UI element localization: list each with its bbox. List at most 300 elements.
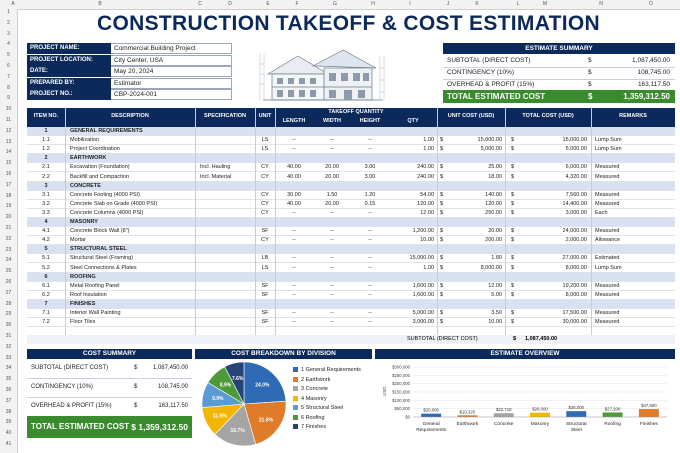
col-remarks[interactable]: REMARKS (619, 113, 647, 119)
cell-item[interactable]: 3 (44, 182, 48, 189)
cell-item[interactable]: 1.1 (42, 137, 50, 144)
cell-item[interactable]: 5.2 (42, 264, 50, 271)
cell-rem[interactable]: Measured (595, 310, 620, 316)
cell-qty[interactable]: 240.00 (417, 164, 434, 171)
project-info-label: DATE: (27, 66, 111, 77)
table-row[interactable] (27, 191, 675, 200)
column-header-J[interactable]: J (446, 1, 450, 7)
category-row[interactable] (27, 154, 675, 163)
row-header-40[interactable]: 40 (5, 430, 12, 437)
pie-slice-label: 8.9% (219, 382, 232, 389)
cell-qty[interactable]: 120.00 (417, 200, 434, 207)
cell-item[interactable]: 4 (44, 219, 48, 225)
cell-desc[interactable]: STRUCTURAL STEEL (70, 246, 127, 253)
cell-wid[interactable]: -- (330, 264, 334, 271)
row-header-15[interactable]: 15 (5, 160, 12, 167)
cell-unit[interactable]: LB (261, 255, 269, 262)
cell-uc[interactable]: 1.80 (491, 255, 502, 262)
cell-item[interactable]: 5 (44, 246, 48, 253)
column-header-F[interactable]: F (295, 1, 299, 7)
table-row[interactable] (27, 227, 675, 236)
cell-wid[interactable]: -- (330, 228, 334, 235)
row-header-30[interactable]: 30 (5, 322, 12, 329)
cell-tc[interactable]: 4,320.00 (565, 173, 587, 180)
row-header-13[interactable]: 13 (5, 138, 12, 145)
cell-unit[interactable]: LS (261, 146, 269, 153)
cell-uc[interactable]: 5.00 (491, 291, 502, 298)
cell-len[interactable]: -- (292, 291, 296, 298)
cell-qty[interactable]: 5,000.00 (412, 310, 434, 316)
category-row[interactable] (27, 273, 675, 282)
cell-rem[interactable]: Lump Sum (595, 264, 622, 271)
cell-qty[interactable]: 3,000.00 (412, 319, 434, 326)
row-header-11[interactable]: 11 (5, 117, 12, 123)
cell-wid[interactable]: -- (330, 310, 334, 316)
row-header-34[interactable]: 34 (5, 365, 12, 372)
column-header-M[interactable]: M (542, 1, 548, 7)
col-length[interactable]: LENGTH (282, 118, 306, 124)
row-header-32[interactable]: 32 (5, 343, 12, 350)
cell-unit[interactable]: SF (261, 310, 269, 316)
cell-tc[interactable]: 6,000.00 (565, 164, 587, 171)
col-takeoff-quantity[interactable]: TAKEOFF QUANTITY (328, 109, 384, 115)
row-header-8[interactable]: 8 (7, 84, 10, 91)
row-header-38[interactable]: 38 (5, 408, 12, 415)
cell-desc[interactable]: Concrete Columns (4000 PSI) (70, 209, 144, 216)
cell-tc[interactable]: 8,000.00 (565, 264, 587, 271)
cell-spec[interactable]: Incl. Hauling (200, 164, 231, 171)
cell-item[interactable]: 7.1 (42, 310, 50, 316)
cell-desc[interactable]: ROOFING (70, 273, 96, 280)
cell-qty[interactable]: 1.00 (423, 146, 434, 153)
column-header-K[interactable]: K (475, 1, 479, 7)
cell-wid[interactable]: -- (330, 137, 334, 144)
cell-dollar: $ (440, 146, 444, 153)
project-info-value[interactable]: CBP-2024-001 (111, 89, 232, 100)
row-header-14[interactable]: 14 (5, 149, 12, 156)
column-header-G[interactable]: G (333, 1, 337, 7)
cell-hgt[interactable]: -- (368, 310, 372, 316)
cell-wid[interactable]: -- (330, 319, 334, 326)
col-unit[interactable]: UNIT (258, 113, 272, 119)
cell-hgt[interactable]: -- (368, 255, 372, 262)
row-header-21[interactable]: 21 (5, 225, 12, 231)
row-header-39[interactable]: 39 (5, 419, 12, 426)
cell-uc[interactable]: 200.00 (485, 237, 502, 244)
category-row[interactable] (27, 245, 675, 254)
row-header-3[interactable]: 3 (7, 30, 10, 37)
row-header-31[interactable]: 31 (5, 333, 12, 339)
table-row[interactable] (27, 309, 675, 318)
column-header-A[interactable]: A (11, 1, 15, 7)
cost-total-label: TOTAL ESTIMATED COST (31, 422, 130, 431)
row-header-12[interactable]: 12 (5, 127, 12, 134)
cell-tc[interactable]: 14,400.00 (562, 200, 587, 207)
cell-desc[interactable]: Interior Wall Painting (70, 310, 121, 316)
cell-unit[interactable]: LS (261, 137, 269, 144)
pie-slice-label: 21.6% (258, 417, 274, 424)
cell-uc[interactable]: 3.50 (491, 310, 502, 316)
legend-label: 4 Masonry (301, 395, 327, 402)
cell-tc[interactable]: 15,000.00 (562, 137, 587, 144)
table-row[interactable] (27, 136, 675, 145)
cell-item[interactable]: 4.1 (42, 228, 50, 235)
cell-qty[interactable]: 54.00 (420, 191, 434, 198)
cell-wid[interactable]: -- (330, 255, 334, 262)
col-specification[interactable]: SPECIFICATION (203, 113, 247, 119)
pie-legend-item (293, 366, 361, 375)
bar[interactable] (530, 413, 550, 417)
bar[interactable] (566, 411, 586, 417)
cell-desc[interactable]: CONCRETE (70, 182, 101, 189)
cell-rem[interactable]: Measured (595, 228, 620, 235)
column-header-C[interactable]: C (198, 1, 202, 7)
column-header-B[interactable]: B (98, 1, 102, 7)
cell-len[interactable]: 40.00 (287, 164, 301, 171)
row-header-7[interactable]: 7 (7, 73, 10, 80)
cell-len[interactable]: -- (292, 137, 296, 144)
cell-uc[interactable]: 5,000.00 (480, 146, 502, 153)
cell-len[interactable]: -- (292, 319, 296, 326)
cell-len[interactable]: -- (292, 228, 296, 235)
cell-desc[interactable]: Floor Tiles (70, 319, 96, 326)
table-row[interactable] (27, 282, 675, 291)
cell-hgt[interactable]: -- (368, 291, 372, 298)
row-header-22[interactable]: 22 (5, 235, 12, 242)
cell-item[interactable]: 3.2 (42, 200, 50, 207)
table-row[interactable] (27, 209, 675, 218)
cell-dollar: $ (440, 264, 444, 271)
cell-item[interactable]: 5.1 (42, 255, 50, 262)
cell-uc[interactable]: 18.00 (488, 173, 502, 180)
cell-uc[interactable]: 8,000.00 (480, 264, 502, 271)
cell-desc[interactable]: Excavation (Foundation) (70, 164, 130, 171)
row-header-36[interactable]: 36 (5, 387, 12, 393)
cell-qty[interactable]: 12.00 (420, 209, 434, 216)
column-header-I[interactable]: I (409, 1, 411, 7)
cell-tc[interactable]: 2,000.00 (565, 237, 587, 244)
cell-rem[interactable]: Lump Sum (595, 137, 622, 144)
cell-qty[interactable]: 15,000.00 (409, 255, 434, 262)
col-width[interactable]: WIDTH (322, 118, 342, 124)
cell-unit[interactable]: SF (261, 291, 269, 298)
cell-tc[interactable]: 19,200.00 (562, 282, 587, 289)
cell-len[interactable]: -- (292, 237, 296, 244)
legend-swatch-icon (293, 405, 298, 410)
project-info-value[interactable]: Commercial Building Project (111, 43, 232, 54)
cost-summary-value: 163,117.50 (158, 403, 188, 409)
cell-unit[interactable]: SF (261, 228, 269, 235)
cell-desc[interactable]: GENERAL REQUIREMENTS (70, 128, 143, 134)
col-height[interactable]: HEIGHT (359, 118, 381, 124)
row-header-33[interactable]: 33 (5, 354, 12, 361)
cell-wid[interactable]: 20.00 (325, 164, 339, 171)
project-info-value[interactable]: City Center, USA (111, 55, 232, 66)
cell-rem[interactable]: Measured (595, 173, 620, 180)
cell-hgt[interactable]: -- (368, 264, 372, 271)
row-header-41[interactable]: 41 (5, 441, 12, 447)
cell-rem[interactable]: Measured (595, 164, 620, 171)
cell-hgt[interactable]: 0.15 (364, 200, 376, 207)
cell-wid[interactable]: -- (330, 282, 334, 289)
cell-rem[interactable]: Measured (595, 291, 620, 298)
cell-tc[interactable]: 27,000.00 (562, 255, 587, 262)
cell-wid[interactable]: -- (330, 237, 334, 244)
cell-dollar: $ (440, 200, 444, 207)
cell-desc[interactable]: FINISHES (70, 300, 96, 307)
cell-item[interactable]: 3.1 (42, 191, 50, 198)
cell-unit[interactable]: CY (261, 164, 269, 171)
bar[interactable] (494, 413, 514, 417)
project-info-value[interactable]: Estimator (111, 78, 232, 89)
subtotal-row (27, 335, 675, 344)
cell-unit[interactable]: CY (261, 200, 269, 207)
cell-item[interactable]: 6 (44, 273, 48, 280)
column-header-N[interactable]: N (599, 1, 603, 7)
cell-dollar: $ (440, 228, 444, 235)
project-info-label: PROJECT LOCATION: (27, 55, 111, 66)
table-row[interactable] (27, 173, 675, 182)
cell-tc[interactable]: 17,500.00 (562, 310, 587, 316)
cell-item[interactable]: 2.2 (42, 173, 50, 180)
cell-desc[interactable]: Roof Insulation (70, 291, 107, 298)
cell-uc[interactable]: 20.00 (488, 228, 502, 235)
cell-hgt[interactable]: -- (368, 209, 372, 216)
cell-uc[interactable]: 15,000.00 (477, 137, 502, 144)
cell-tc[interactable]: 7,560.00 (565, 191, 587, 198)
table-row[interactable] (27, 291, 675, 300)
cell-uc[interactable]: 10.00 (488, 319, 502, 326)
cell-uc[interactable]: 25.00 (488, 164, 502, 171)
cell-rem[interactable]: Measured (595, 200, 620, 207)
col-qty[interactable]: QTY (407, 118, 419, 124)
cell-rem[interactable]: Allowance (595, 237, 621, 244)
row-header-29[interactable]: 29 (5, 311, 12, 318)
cell-item[interactable]: 7.2 (42, 319, 50, 326)
cell-hgt[interactable]: 1.20 (364, 191, 376, 198)
cell-len[interactable]: 40.00 (287, 200, 301, 207)
row-header-6[interactable]: 6 (7, 63, 10, 69)
y-tick-label: $0 (405, 414, 410, 420)
cell-desc[interactable]: MASONRY (70, 219, 98, 225)
row-header-16[interactable]: 16 (5, 171, 12, 177)
col-total-cost[interactable]: TOTAL COST (USD) (522, 113, 574, 119)
cell-desc[interactable]: Steel Connections & Plates (70, 264, 137, 271)
category-row[interactable] (27, 218, 675, 227)
cost-summary-value: 1,087,450.00 (152, 365, 188, 371)
row-header-37[interactable]: 37 (5, 397, 12, 404)
cell-hgt[interactable]: -- (368, 228, 372, 235)
cell-desc[interactable]: Concrete Slab on Grade (4000 PSI) (70, 200, 158, 207)
pie-legend-item (293, 395, 327, 404)
cell-dollar: $ (440, 137, 444, 144)
cost-summary-dollar: $ (134, 403, 138, 409)
cell-item[interactable]: 2 (44, 155, 48, 162)
column-header-O[interactable]: O (649, 1, 653, 7)
row-header-4[interactable]: 4 (7, 41, 10, 48)
pie-legend-item (293, 376, 330, 385)
cell-wid[interactable]: 20.00 (325, 200, 339, 207)
cell-desc[interactable]: Metal Roofing Panel (70, 282, 120, 289)
cell-qty[interactable]: 1,600.00 (412, 291, 434, 298)
col-unit-cost[interactable]: UNIT COST (USD) (447, 113, 495, 119)
cell-wid[interactable]: -- (330, 291, 334, 298)
cell-qty[interactable]: 1.00 (423, 264, 434, 271)
row-header-2[interactable]: 2 (7, 19, 10, 26)
cell-len[interactable]: -- (292, 146, 296, 153)
cell-tc[interactable]: 5,000.00 (565, 146, 587, 153)
row-header-1[interactable]: 1 (7, 9, 10, 15)
cell-hgt[interactable]: -- (368, 237, 372, 244)
table-row[interactable] (27, 264, 675, 273)
cell-unit[interactable]: CY (261, 209, 269, 216)
cell-desc[interactable]: Concrete Footing (4000 PSI) (70, 191, 141, 198)
cell-item[interactable]: 7 (44, 300, 48, 307)
row-header-23[interactable]: 23 (5, 246, 12, 253)
total-label: TOTAL ESTIMATED COST (447, 92, 546, 101)
cell-len[interactable]: 40.00 (287, 173, 301, 180)
cell-hgt[interactable]: -- (368, 137, 372, 144)
cell-item[interactable]: 6.1 (42, 282, 50, 289)
category-row[interactable] (27, 127, 675, 136)
cell-uc[interactable]: 12.00 (488, 282, 502, 289)
row-header-24[interactable]: 24 (5, 257, 12, 264)
cell-rem[interactable]: Each (595, 209, 608, 216)
total-dollar: $ (588, 92, 593, 101)
cell-item[interactable]: 3.3 (42, 209, 50, 216)
bar[interactable] (421, 414, 441, 417)
cell-qty[interactable]: 1.00 (423, 137, 434, 144)
cell-qty[interactable]: 1,200.00 (412, 228, 434, 235)
bar[interactable] (603, 412, 623, 417)
column-header-L[interactable]: L (516, 1, 520, 7)
cost-summary-header: COST SUMMARY (27, 349, 192, 359)
pie-slice-label: 7.6% (231, 375, 244, 382)
cell-unit[interactable]: SF (261, 319, 269, 326)
cell-qty[interactable]: 240.00 (417, 173, 434, 180)
cell-unit[interactable]: LS (261, 264, 269, 271)
table-row[interactable] (27, 163, 675, 172)
cell-desc[interactable]: Concrete Block Wall (8") (70, 228, 130, 235)
column-header-H[interactable]: H (371, 1, 375, 7)
cell-len[interactable]: -- (292, 282, 296, 289)
table-row[interactable] (27, 254, 675, 263)
bar[interactable] (639, 409, 659, 417)
column-header-D[interactable]: D (228, 1, 232, 7)
cell-tc[interactable]: 3,000.00 (565, 209, 587, 216)
cell-uc[interactable]: 120.00 (485, 200, 502, 207)
cell-unit[interactable]: CY (261, 173, 269, 180)
legend-swatch-icon (293, 415, 298, 420)
cell-item[interactable]: 2.1 (42, 164, 50, 171)
cell-hgt[interactable]: 3.00 (364, 173, 376, 180)
row-header-5[interactable]: 5 (7, 52, 10, 59)
row-header-27[interactable]: 27 (5, 289, 12, 296)
cell-unit[interactable]: SF (261, 282, 269, 289)
cell-qty[interactable]: 10.00 (420, 237, 434, 244)
row-header-17[interactable]: 17 (5, 181, 12, 188)
row-header-20[interactable]: 20 (5, 214, 12, 221)
cell-len[interactable]: 30.00 (287, 191, 301, 198)
cell-rem[interactable]: Measured (595, 282, 620, 289)
x-tick-label: Requirements (416, 428, 447, 433)
category-row[interactable] (27, 300, 675, 309)
cell-uc[interactable]: 250.00 (485, 209, 502, 216)
row-header-25[interactable]: 25 (5, 268, 12, 275)
x-tick-label: Finishes (639, 422, 658, 427)
row-header-28[interactable]: 28 (5, 300, 12, 307)
cell-tc[interactable]: 8,000.00 (565, 291, 587, 298)
row-header-19[interactable]: 19 (5, 203, 12, 210)
cell-wid[interactable]: -- (330, 209, 334, 216)
cell-desc[interactable]: Structural Steel (Framing) (70, 255, 133, 262)
cell-wid[interactable]: -- (330, 146, 334, 153)
cell-len[interactable]: -- (292, 264, 296, 271)
cell-rem[interactable]: Measured (595, 319, 620, 326)
cost-summary-label: OVERHEAD & PROFIT (15%) (31, 403, 112, 409)
cell-hgt[interactable]: -- (368, 319, 372, 326)
cell-rem[interactable]: Lump Sum (595, 146, 622, 153)
table-row[interactable] (27, 145, 675, 154)
x-tick-label: Masonry (530, 422, 550, 427)
row-header-10[interactable]: 10 (5, 106, 12, 113)
cell-desc[interactable]: EARTHWORK (70, 155, 107, 162)
cell-dollar: $ (511, 319, 515, 326)
cell-uc[interactable]: 140.00 (485, 191, 502, 198)
cell-spec[interactable]: Incl. Material (200, 173, 232, 180)
table-row[interactable] (27, 200, 675, 209)
cell-desc[interactable]: Backfill and Compaction (70, 173, 130, 180)
cell-rem[interactable]: Estimated (595, 255, 620, 262)
table-row[interactable] (27, 236, 675, 245)
cell-len[interactable]: -- (292, 209, 296, 216)
cell-len[interactable]: -- (292, 310, 296, 316)
project-info-value[interactable]: May 20, 2024 (111, 66, 232, 77)
cell-wid[interactable]: 20.00 (325, 173, 339, 180)
cell-unit[interactable]: CY (261, 237, 269, 244)
col-description[interactable]: DESCRIPTION (111, 113, 149, 119)
cell-desc[interactable]: Mobilization (70, 137, 100, 144)
cell-item[interactable]: 6.2 (42, 291, 50, 298)
cell-wid[interactable]: 1.50 (326, 191, 338, 198)
cell-item[interactable]: 1.2 (42, 146, 50, 153)
table-row[interactable] (27, 318, 675, 327)
cell-qty[interactable]: 1,600.00 (412, 282, 434, 289)
row-header-35[interactable]: 35 (5, 376, 12, 383)
col-item-no[interactable]: ITEM NO. (33, 113, 59, 119)
project-info-row (27, 55, 232, 66)
cell-desc[interactable]: Project Coordination (70, 146, 120, 153)
cell-unit[interactable]: CY (261, 191, 269, 198)
cell-rem[interactable]: Measured (595, 191, 620, 198)
cell-hgt[interactable]: 3.00 (364, 164, 376, 171)
cell-len[interactable]: -- (292, 255, 296, 262)
cell-item[interactable]: 1 (44, 128, 48, 134)
cell-tc[interactable]: 30,000.00 (562, 319, 587, 326)
cell-item[interactable]: 4.2 (42, 237, 50, 244)
row-header-9[interactable]: 9 (7, 95, 10, 102)
subtotal-value: 1,087,450.00 (525, 336, 558, 342)
column-header-E[interactable]: E (266, 1, 270, 7)
legend-label: 5 Structural Steel (301, 405, 344, 411)
category-row[interactable] (27, 182, 675, 191)
cell-tc[interactable]: 24,000.00 (562, 228, 587, 235)
row-header-26[interactable]: 26 (5, 279, 12, 285)
cell-hgt[interactable]: -- (368, 146, 372, 153)
cell-hgt[interactable]: -- (368, 282, 372, 289)
row-header-18[interactable]: 18 (5, 192, 12, 199)
cell-desc[interactable]: Mortar (70, 237, 86, 244)
